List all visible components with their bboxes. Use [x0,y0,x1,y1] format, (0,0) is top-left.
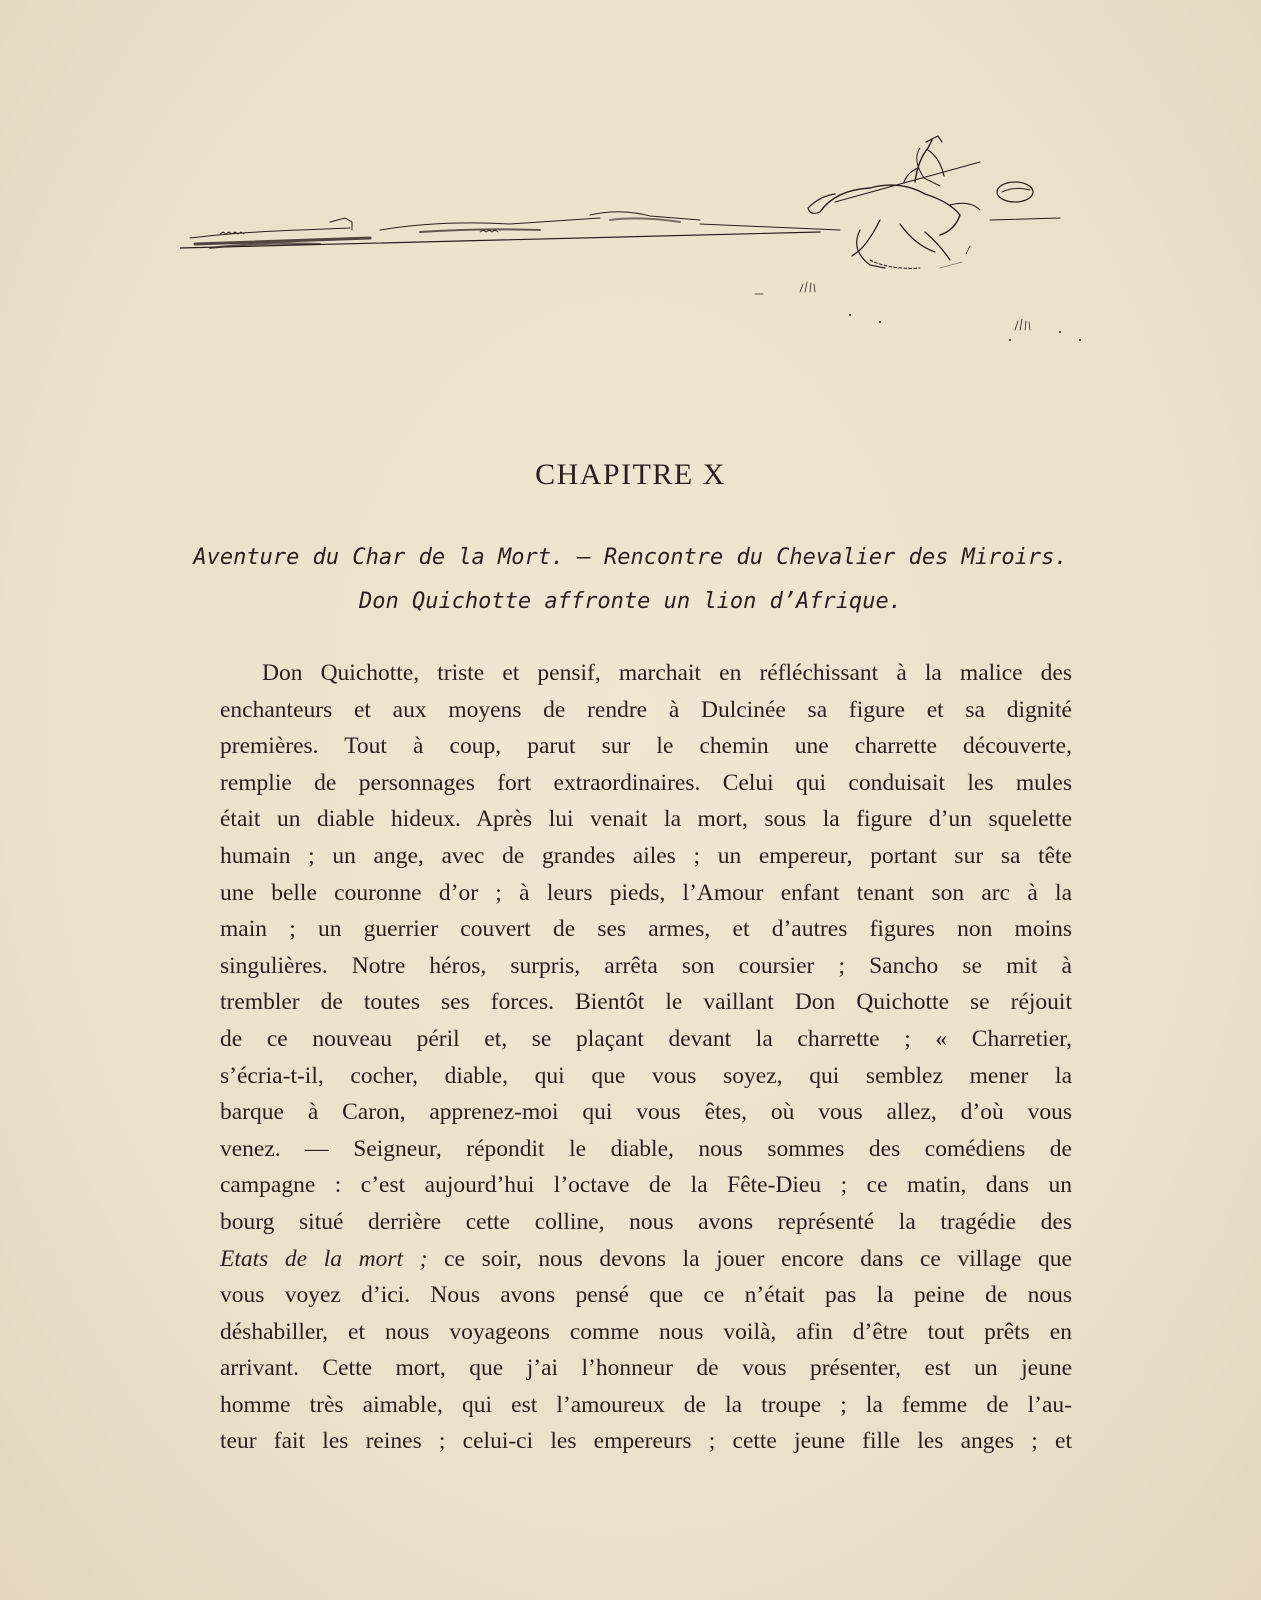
chapter-subtitle-line-2: Don Quichotte affronte un lion d’Afrique. [358,589,903,614]
chapter-subtitle-line-1: Aventure du Char de la Mort. — Rencontre du Chevalier des Miroirs. [193,545,1068,570]
text-line: s’écria-t-il, cocher, diable, qui que vous soyez, qui semblez mener la [220,1062,1072,1089]
text-line: une belle couronne d’or ; à leurs pieds, l’Amour enfant tenant son arc à la [220,879,1072,906]
text-line: teur fait les reines ; celui-ci les empereurs ; cette jeune fille les anges ; et [220,1428,1072,1455]
body-paragraph [220,655,1072,1460]
text-segment: ce soir, nous devons la jouer encore dans ce village que [427,1245,1072,1272]
text-line: homme très aimable, qui est l’amoureux de la troupe ; la femme de l’au- [220,1391,1072,1418]
text-line: remplie de personnages fort extraordinaires. Celui qui conduisait les mules [220,769,1072,796]
text-line: premières. Tout à coup, parut sur le chemin une charrette découverte, [220,733,1072,760]
text-line: singulières. Notre héros, surpris, arrêta son coursier ; Sancho se mit à [220,952,1072,979]
text-line-with-title [220,1241,1072,1278]
text-line: arrivant. Cette mort, que j’ai l’honneur de vous présenter, est un jeune [220,1355,1072,1382]
text-line: de ce nouveau péril et, se plaçant devant la charrette ; « Charretier, [220,1025,1072,1052]
text-line: vous voyez d’ici. Nous avons pensé que ce n’était pas la peine de nous [220,1282,1072,1309]
text-line: était un diable hideux. Après lui venait la mort, sous la figure d’un squelette [220,806,1072,833]
text-line: venez. — Seigneur, répondit le diable, nous sommes des comédiens de [220,1135,1072,1162]
text-line: déshabiller, et nous voyageons comme nous voilà, afin d’être tout prêts en [220,1318,1072,1345]
text-line: campagne : c’est aujourd’hui l’octave de la Fête-Dieu ; ce matin, dans un [220,1172,1072,1199]
text-line: main ; un guerrier couvert de ses armes, et d’autres figures non moins [220,916,1072,943]
text-line: Don Quichotte, triste et pensif, marchait en réfléchissant à la malice des [262,660,1072,686]
play-title: Etats de la mort ; [220,1245,428,1272]
chapter-title: CHAPITRE X [535,458,726,491]
text-line: barque à Caron, apprenez-moi qui vous êtes, où vous allez, d’où vous [220,1099,1072,1126]
text-line: bourg situé derrière cette colline, nous avons représenté la tragédie des [220,1208,1072,1235]
text-line: humain ; un ange, avec de grandes ailes ; un empereur, portant sur sa tête [220,842,1072,869]
text-line: trembler de toutes ses forces. Bientôt le vaillant Don Quichotte se réjouit [220,989,1072,1016]
horseman-landscape-vignette-icon [180,120,1100,360]
text-line: enchanteurs et aux moyens de rendre à Dulcinée sa figure et sa dignité [220,696,1072,723]
